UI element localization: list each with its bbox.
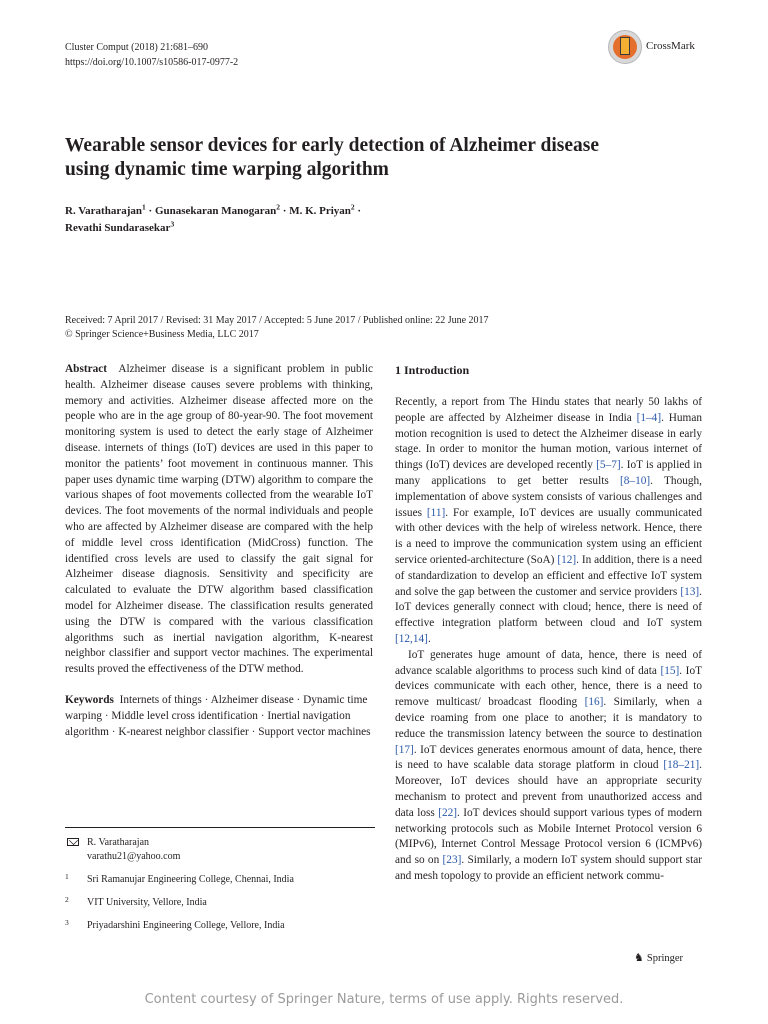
doi-link[interactable]: https://doi.org/10.1007/s10586-017-0977-2 <box>65 57 239 68</box>
publication-history <box>65 314 705 342</box>
author-name[interactable]: M. K. Priyan <box>289 205 351 217</box>
abstract-label: Abstract <box>65 363 108 375</box>
crossmark-badge[interactable] <box>608 30 708 66</box>
citation-link[interactable]: [8–10] <box>620 474 651 487</box>
intro-paragraph-2: IoT generates huge amount of data, hence, there is need of advance scalable algorithms to process such kind of data [15]. IoT devices communicate with each other, hence, there is a need to remove multicast/ broadcast flooding [16]. Similarly, when a device roaming from one place to another; it is mandatory to reduce the transmission latency between the source to destination [17]. IoT devices generates enormous amount of data, hence, there is need to have scalable data storage platform in cloud [18–21]. Moreover, IoT devices should have an appropriate security mechanism to protect and prevent from unauthorized access and data loss [22]. IoT devices should support various types of modern networking protocols such as Mobile Internet Protocol version 6 (MIPv6), Internet Control Message Protocol version 6 (ICMPv6) and so on [23]. Similarly, a modern IoT system should support star and mesh topology to provide an efficient network commu- <box>395 648 703 882</box>
citation-link[interactable]: [1–4] <box>636 411 662 424</box>
contact-name-row <box>65 836 375 850</box>
envelope-icon <box>67 838 79 846</box>
abstract <box>65 362 373 678</box>
citation-link[interactable]: [12] <box>557 553 577 566</box>
publisher-name: Springer <box>646 953 684 964</box>
citation-link[interactable]: [18–21] <box>663 759 700 772</box>
publisher-logo <box>634 951 683 964</box>
citation-link[interactable]: [12,14] <box>395 632 428 645</box>
affiliation: 3 Priyadarshini Engineering College, Vellore, India <box>65 918 285 931</box>
contact-email[interactable]: varathu21@yahoo.com <box>87 851 181 862</box>
journal-header <box>65 40 238 70</box>
left-column <box>65 362 373 740</box>
title-line-2: using dynamic time warping algorithm <box>65 159 389 180</box>
author-name[interactable]: Gunasekaran Manogaran <box>154 205 277 217</box>
citation-link[interactable]: [13] <box>680 585 700 598</box>
keywords-text: Internets of things · Alzheimer disease · Dynamic time warping · Middle level cross identification · Inertial navigation algorithm · K-nearest neighbor classifier · Support vector machines <box>65 693 371 738</box>
citation-link[interactable]: [15] <box>660 664 680 677</box>
article-title <box>65 134 685 182</box>
keywords <box>65 693 373 740</box>
crossmark-icon <box>608 30 642 64</box>
citation-link[interactable]: [11] <box>426 506 446 519</box>
citation-link[interactable]: [17] <box>395 743 414 756</box>
springer-horse-icon: ♞ <box>634 952 644 964</box>
copyright: © Springer Science+Business Media, LLC 2017 <box>65 329 259 340</box>
abstract-text: Alzheimer disease is a significant problem in public health. Alzheimer disease causes severe problems with thinking, memory and activities. Alzheimer disease affected more on the people who are in the age group of 80-year-90. The foot movement monitoring system is used to detect the early stage of Alzheimer disease. internets of things (IoT) devices are used in this paper to monitor the patients’ foot movement in continuous manner. This paper uses dynamic time warping (DTW) algorithm to compare the various shapes of foot movements collected from the wearable IoT devices. The foot movements of the normal individuals and people who are affected by Alzheimer disease are compared with the help of middle level cross identification (MidCross) function. The identified cross levels are used to classify the gait signal for Alzheimer disease diagnosis. Sensitivity and specificity are calculated to evaluate the DTW algorithm based classification model for Alzheimer disease. The classification results generated using the DTW is compared with the various classification algorithms such as inertial navigation algorithm, K-nearest neighbor classifier and support vector machines. The experimental results proved the effectiveness of the DTW method. <box>65 363 373 676</box>
section-heading: 1 Introduction <box>395 363 470 377</box>
journal-citation: Cluster Comput (2018) 21:681–690 <box>65 42 209 53</box>
title-line-1: Wearable sensor devices for early detection of Alzheimer disease <box>65 135 599 156</box>
citation-link[interactable]: [16] <box>584 696 604 709</box>
intro-paragraph-1: Recently, a report from The Hindu states that nearly 50 lakhs of people are affected by Alzheimer disease in India [1–4]. Human motion recognition is used to detect the Alzheimer disease in early stage. In order to monitor the human motion, various internet of things (IoT) devices are developed recently [5–7]. IoT is applied in many applications to get better results [8–10]. Though, implementation of above system consists of various challenges and issues [11]. For example, IoT devices are usually communicated with other devices with the help of wireless network. Hence, there is a need to improve the communication system using an efficient service oriented-architecture (SoA) [12]. In addition, there is a need of standardization to develop an efficient and effective IoT system and solve the gap between the customer and service providers [13]. IoT devices generally connect with cloud; hence, there is need of effective integration platform between cloud and IoT system [12,14]. <box>395 396 703 645</box>
keywords-label: Keywords <box>65 693 114 706</box>
citation-link[interactable]: [23] <box>442 854 462 867</box>
author-name[interactable]: R. Varatharajan <box>65 205 143 217</box>
author-name[interactable]: Revathi Sundarasekar <box>65 222 171 234</box>
contact-name: R. Varatharajan <box>87 837 150 848</box>
content-courtesy-footer: Content courtesy of Springer Nature, terms of use apply. Rights reserved. <box>144 992 624 1007</box>
author-list: R. Varatharajan$^1$ · Gunasekaran Manogaran$^2$ · M. K. Priyan$^2$ · Revathi Sundarasekar$^3$ <box>65 202 362 234</box>
crossmark-label: CrossMark <box>646 40 695 52</box>
affiliation: 1 Sri Ramanujar Engineering College, Chennai, India <box>65 872 294 885</box>
contact-email-row <box>65 850 375 864</box>
correspondence <box>65 827 375 933</box>
citation-link[interactable]: [5–7] <box>596 459 621 472</box>
received-dates: Received: 7 April 2017 / Revised: 31 May 2017 / Accepted: 5 June 2017 / Published online: 22 June 2017 <box>65 315 489 326</box>
affiliation: 2 VIT University, Vellore, India <box>65 895 207 908</box>
right-column <box>395 362 702 885</box>
citation-link[interactable]: [22] <box>438 806 458 819</box>
